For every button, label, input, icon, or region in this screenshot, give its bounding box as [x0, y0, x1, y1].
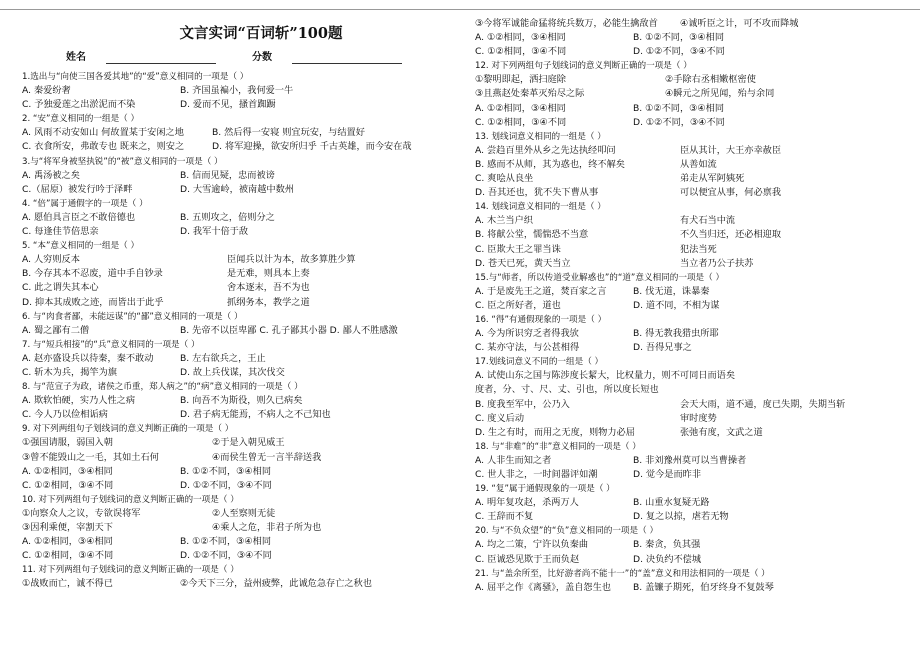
name-blank-line[interactable]: [106, 63, 216, 64]
option-row: [22, 436, 462, 450]
option-text: B. ①②不同，③④相同: [180, 465, 272, 477]
question-line: 13. 划线词意义相同的一组是（ ）: [475, 131, 606, 142]
option-text: C. 衣食所安，弗敢专也 既来之，则安之: [22, 141, 185, 153]
option-row: [22, 183, 462, 197]
option-text: D. 苍天已死，黄天当立: [475, 257, 571, 269]
option-text: A. 愿伯具言臣之不敢倍德也: [22, 211, 136, 223]
option-row: [22, 577, 462, 591]
option-text: B. 伐无道，诛暴秦: [633, 285, 710, 297]
question-line: 5. “本”意义相同的一组是（ ）: [22, 241, 140, 252]
top-rule: [0, 9, 920, 10]
option-text: ④乘人之危，非君子所为也: [212, 522, 322, 533]
option-row: [475, 45, 915, 59]
option-row: [475, 102, 915, 116]
question-line: 17.划线词意义不同的一组是（ ）: [475, 357, 604, 368]
option-row: [475, 257, 915, 271]
option-row: [22, 507, 462, 521]
option-text: A. 明年复攻赵，杀两万人: [475, 497, 579, 509]
option-text: B. 先帝不以臣卑鄙 C. 孔子鄙其小器 D. 鄙人不胜感激: [180, 324, 398, 336]
option-text: ②今天下三分，益州疲弊，此诚危急存亡之秋也: [180, 578, 372, 590]
option-text: A. 屈平之作《离骚》，盖自怨生也: [475, 581, 611, 593]
option-text: A. 人穷则反本: [22, 254, 80, 266]
option-text: ②人至察则无徒: [212, 507, 276, 519]
option-text: ③且燕赵处秦革灭殆尽之际: [475, 88, 585, 100]
option-text: 舍本逐末，吾不为也: [227, 282, 310, 294]
option-text: C. 度义后动: [475, 412, 525, 424]
option-text: ③因利乘便，宰割天下: [22, 522, 113, 533]
option-text: ④诚听臣之计，可不攻而降城: [680, 18, 799, 29]
option-text: B. 非刘豫州莫可以当曹操者: [633, 454, 747, 466]
option-text: D. 生之有时，而用之无度，则物力必屈: [475, 426, 635, 438]
option-row: [475, 299, 915, 313]
question-line: 4. “倍”属于通假字的一项是（ ）: [22, 198, 148, 209]
option-text: C. 王辞而不复: [475, 511, 534, 523]
option-text: B. 齐国虽褊小，我何爱一牛: [180, 85, 294, 97]
option-text: D. 觉今是而昨非: [633, 469, 702, 480]
option-row: [22, 281, 462, 295]
option-row: [22, 296, 462, 310]
left-column: [22, 17, 462, 591]
option-text: 臣从其计，大王亦幸赦臣: [680, 144, 782, 156]
question-line: 15.与“师者，所以传道受业解惑也”的“道”意义相同的一项是（ ）: [475, 272, 725, 283]
option-text: D. 大雪逾岭，被南越中数州: [180, 183, 294, 195]
option-row: [22, 549, 462, 563]
option-text: D. ①②不同，③④不同: [180, 479, 272, 491]
option-row: [475, 116, 915, 130]
option-text: C. ①②相同，③④不同: [22, 479, 114, 491]
option-text: A. 今为所识穷乏者得我欤: [475, 328, 579, 340]
option-text: B. 盖镰子期死，伯牙终身不复鼓琴: [633, 581, 774, 593]
option-text: C. 臣诚恐见欺于王而负赵: [475, 553, 580, 565]
question-line: 11. 对下列两组句子划线词的意义判断正确的一项是（ ）: [22, 565, 239, 576]
option-text: ③曾不能毁山之一毛，其如土石何: [22, 451, 159, 463]
option-text: 犯法当死: [680, 243, 717, 255]
option-text: A. 秦爱纷奢: [22, 85, 71, 97]
option-text: D. 复之以掠，虐若无物: [633, 511, 729, 523]
option-text: D. 故上兵伐谋，其次伐交: [180, 366, 285, 378]
question-line: 19. “复”属于通假现象的一项是（ ）: [475, 484, 615, 495]
option-row: [22, 366, 462, 380]
right-question-list: [475, 17, 915, 595]
option-text: 当立者乃公子扶苏: [680, 257, 754, 269]
option-text: B. 感而不从师，其为惑也，终不解矣: [475, 158, 625, 170]
right-column: [475, 17, 915, 595]
option-text: A. ①②相同，③④相同: [22, 465, 113, 477]
option-text: A. 赵亦盛设兵以待秦，秦不敢动: [22, 352, 154, 364]
option-row: [22, 465, 462, 479]
question-line: 16. “得”有通假现象的一项是（ ）: [475, 314, 607, 325]
option-text: A. 禹汤被之矣: [22, 169, 80, 181]
question-line: A. 试使山东之国与陈涉度长絜大，比权量力，则不可同日而语矣: [475, 370, 736, 382]
option-text: A. 风雨不动安如山 何故置某于安闲之地: [22, 127, 184, 139]
option-row: [22, 324, 462, 338]
question-line: 度者，分、寸、尺、丈、引也，所以度长短也: [475, 384, 659, 396]
option-text: B. ①②不同，③④相同: [633, 32, 725, 44]
option-row: [22, 451, 462, 465]
option-text: ②手除右丞相嫩枢密使: [665, 74, 756, 86]
score-label: 分数: [252, 52, 272, 63]
option-text: C. 予独爱莲之出淤泥而不染: [22, 99, 136, 111]
option-text: C. 某亦守法，与公甚相得: [475, 342, 580, 354]
option-row: [475, 398, 915, 412]
name-score-bar: [22, 47, 462, 70]
option-text: ④瞬元之所见闻，殆与余同: [665, 88, 775, 100]
option-row: [22, 98, 462, 112]
option-text: 从善如流: [680, 158, 717, 170]
option-text: 不久当归还，还必相迎取: [680, 229, 782, 241]
question-line: 18. 与“非难”的“非”意义相同的一项是（ ）: [475, 441, 641, 452]
option-text: B. 然后得一安寝 则宜玩安，与结置好: [212, 127, 365, 139]
option-text: C. ①②相同，③④不同: [22, 550, 114, 562]
question-line: 12. 对下列两组句子划线词的意义判断正确的一项是（ ）: [475, 61, 692, 72]
option-text: C. 臣欺大王之罪当诛: [475, 243, 561, 255]
option-text: ①强国请服，弱国入朝: [22, 437, 113, 449]
option-row: [22, 408, 462, 422]
option-row: [22, 140, 462, 154]
option-text: A. 均之二策，宁许以负秦曲: [475, 539, 589, 551]
option-text: A. 木兰当户织: [475, 215, 533, 227]
option-text: A. 尝趋百里外从乡之先达执经叩问: [475, 144, 616, 156]
option-row: [22, 211, 462, 225]
option-text: B. 得无教我猎虫所耶: [633, 328, 719, 340]
option-text: D. 吾得兄事之: [633, 342, 692, 354]
option-text: B. 度我至军中，公乃入: [475, 398, 570, 410]
option-text: C.（屈原）被发行吟于泽畔: [22, 183, 133, 195]
option-text: A. 蜀之鄙有二僧: [22, 324, 90, 336]
option-text: B. 今存其本不忍废，道中手自钞录: [22, 268, 163, 280]
option-row: [475, 172, 915, 186]
option-row: [475, 243, 915, 257]
option-text: B. 向吾不为斯役，则久已病矣: [180, 395, 303, 407]
option-text: 审时度势: [680, 412, 717, 424]
option-text: A. 于是废先王之道，焚百家之言: [475, 285, 607, 297]
question-line: 8. 与“范宣子为政，诸侯之币重，郑人病之”的“病”意义相同的一项是（ ）: [22, 382, 303, 393]
option-text: ④而侯生曾无一言半辞送我: [212, 451, 322, 463]
option-row: [22, 521, 462, 535]
option-row: [475, 73, 915, 87]
score-blank-line[interactable]: [292, 63, 402, 64]
option-text: D. 君子病无能焉，不病人之不己知也: [180, 409, 331, 421]
option-text: B. 秦贪，负其强: [633, 539, 701, 551]
option-text: C. 斩木为兵，揭竿为旗: [22, 366, 117, 378]
option-row: [475, 553, 915, 567]
option-row: [475, 87, 915, 101]
option-text: ①黎明即起，洒扫庭除: [475, 74, 566, 86]
option-row: [475, 454, 915, 468]
option-text: D. 吾其还也，犹不失下曹从事: [475, 187, 599, 199]
option-text: D. 爱而不见，搔首踟蹰: [180, 99, 276, 111]
option-text: B. 五则攻之，倍则分之: [180, 211, 275, 223]
option-row: [475, 158, 915, 172]
option-text: ①战败而亡，诚不得已: [22, 578, 113, 590]
option-text: ③今将军诚能命猛将统兵数万，必能生擒敌首: [475, 18, 658, 29]
option-text: B. 山重水复疑无路: [633, 497, 710, 509]
option-row: [475, 581, 915, 595]
option-text: 是无难，则具本上奏: [227, 268, 310, 280]
option-row: [22, 394, 462, 408]
option-row: [22, 126, 462, 140]
option-text: 抓纲务本，教学之道: [227, 296, 310, 308]
option-row: [475, 538, 915, 552]
option-text: C. 今人乃以俭相诟病: [22, 409, 108, 421]
option-text: ①向察众人之议，专欲误将军: [22, 507, 141, 519]
option-row: [22, 169, 462, 183]
option-text: A. ①②相同，③④相同: [475, 102, 566, 114]
option-row: [475, 496, 915, 510]
option-text: B. ①②不同，③④相同: [633, 102, 725, 114]
question-line: 9. 对下列两组句子划线词的意义判断正确的一项是（ ）: [22, 424, 234, 435]
question-line: 3.与“将军身被坚执锐”的“被”意义相同的一项是（ ）: [22, 156, 223, 167]
option-row: [475, 285, 915, 299]
option-row: [475, 214, 915, 228]
option-row: [475, 510, 915, 524]
option-row: [475, 31, 915, 45]
option-text: C. 此之谓失其本心: [22, 282, 99, 294]
question-line: 7. 与“短兵相接”的“兵”意义相同的一项是（ ）: [22, 339, 200, 350]
option-text: 会天大雨，道不通，度已失期，失期当斩: [680, 398, 846, 410]
left-question-list: [22, 70, 462, 591]
option-row: [475, 186, 915, 200]
option-row: [475, 412, 915, 426]
option-text: D. 抑本其成败之迹，而皆出于此乎: [22, 296, 164, 308]
option-text: C. 爽哙从良坐: [475, 173, 534, 185]
option-text: A. 欺软怕硬，实乃人性之病: [22, 395, 136, 407]
question-line: 6. 与“肉食者鄙，未能远谋”的“鄙”意义相同的一项是（ ）: [22, 311, 243, 322]
option-text: B. 左右欲兵之，王止: [180, 352, 266, 364]
option-text: C. ①②相同，③④不同: [475, 46, 567, 58]
option-text: A. ①②相同，③④相同: [475, 32, 566, 44]
option-text: A. ①②相同，③④相同: [22, 536, 113, 548]
option-text: B. 将献公堂，懦惴恐不当意: [475, 229, 589, 241]
option-text: 臣闻兵以计为本，故多算胜少算: [227, 254, 356, 266]
option-text: 张弛有度，文武之道: [680, 426, 763, 438]
option-text: B. 信而见疑，忠而被谤: [180, 169, 275, 181]
option-text: 有犬石当中流: [680, 215, 736, 227]
option-text: D. 我军十倍于敌: [180, 226, 249, 238]
question-line: 14. 划线词意义相同的一组是（ ）: [475, 202, 606, 213]
question-line: 1.选出与“向使三国各爱其地”的“爱”意义相同的一项是（ ）: [22, 72, 249, 82]
option-row: [22, 352, 462, 366]
option-text: C. ①②相同，③④不同: [475, 116, 567, 128]
name-label: 姓名: [66, 52, 86, 63]
option-text: B. ①②不同，③④相同: [180, 536, 272, 548]
option-row: [22, 225, 462, 239]
option-row: [22, 267, 462, 281]
question-line: 2. “安”意义相同的一组是（ ）: [22, 114, 140, 125]
option-text: D. ①②不同，③④不同: [180, 550, 272, 562]
option-text: D. ①②不同，③④不同: [633, 46, 725, 58]
option-text: ②于是入朝见威王: [212, 437, 285, 449]
option-row: [22, 535, 462, 549]
question-line: 21. 与“盖余所至，比好游者尚不能十一”的“盖”意义和用法相同的一项是（ ）: [475, 568, 770, 579]
question-line: 20. 与“不负众望”的“负”意义相同的一项是（ ）: [475, 526, 659, 537]
option-text: D. 道不同，不相为谋: [633, 299, 720, 311]
option-row: [475, 228, 915, 242]
option-row: [22, 84, 462, 98]
option-text: D. ①②不同，③④不同: [633, 116, 725, 128]
option-row: [475, 327, 915, 341]
option-row: [475, 468, 915, 482]
option-text: 弟走从军阿姨死: [680, 173, 745, 185]
option-row: [22, 479, 462, 493]
option-text: D. 将军迎操，欲安所归乎 千古英雄，而今安在哉: [212, 141, 412, 153]
option-row: [475, 144, 915, 158]
option-row: [22, 253, 462, 267]
option-text: 可以便宜从事，何必禀我: [680, 187, 782, 199]
option-text: D. 决负约不偿城: [633, 553, 702, 565]
option-text: C. 世人非之，一时间器评如潮: [475, 469, 598, 480]
option-row: [475, 17, 915, 31]
option-text: A. 人非生而知之者: [475, 454, 552, 466]
option-text: C. 每逢佳节倍思亲: [22, 226, 99, 238]
question-line: 10. 对下列两组句子划线词的意义判断正确的一项是（ ）: [22, 494, 239, 505]
option-text: C. 臣之所好者，道也: [475, 299, 561, 311]
option-row: [475, 426, 915, 440]
page-title: 文言实词“百词斩”100题: [179, 25, 343, 42]
option-row: [475, 341, 915, 355]
